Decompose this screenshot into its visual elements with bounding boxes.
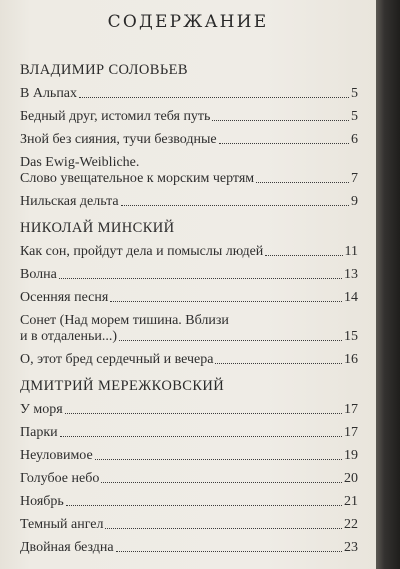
entry-title: Зной без сияния, тучи безводные	[20, 132, 217, 147]
toc-entry	[20, 448, 358, 464]
toc-entry	[20, 517, 358, 533]
entry-title: и в отдаленьи...)	[20, 329, 118, 344]
author-heading: ВЛАДИМИР СОЛОВЬЕВ	[20, 62, 188, 78]
dot-leader	[215, 363, 342, 364]
dot-leader	[79, 97, 349, 98]
entry-title: Бедный друг, истомил тебя путь	[20, 109, 211, 124]
page-title: СОДЕРЖАНИЕ	[107, 12, 269, 32]
entry-title: Двойная бездна	[20, 540, 114, 555]
toc-entry	[20, 290, 358, 306]
toc-entry	[20, 132, 358, 148]
entry-page-number: 15	[344, 329, 358, 344]
dot-leader	[65, 413, 342, 414]
book-edge-shadow	[376, 0, 400, 569]
toc-entry	[20, 494, 358, 510]
entry-page-number: 6	[351, 132, 358, 147]
toc-entry	[20, 109, 358, 125]
entry-title: Неуловимое	[20, 448, 93, 463]
entry-title: Волна	[20, 267, 57, 282]
entry-title: Как сон, пройдут дела и помыслы людей	[20, 244, 264, 259]
dot-leader	[66, 505, 342, 506]
entry-page-number: 21	[344, 494, 358, 509]
entry-title: Ноябрь	[20, 494, 64, 509]
toc-entry	[20, 402, 358, 418]
table-of-contents	[20, 56, 358, 563]
dot-leader	[119, 340, 342, 341]
toc-entry	[20, 155, 358, 187]
entry-title: Осенняя песня	[20, 290, 109, 305]
dot-leader	[110, 301, 342, 302]
entry-page-number: 16	[344, 352, 358, 367]
toc-entry	[20, 471, 358, 487]
entry-page-number: 22	[344, 517, 358, 532]
entry-page-number: 5	[351, 109, 358, 124]
toc-entry	[20, 352, 358, 368]
entry-title: У моря	[20, 402, 63, 417]
entry-page-number: 23	[344, 540, 358, 555]
entry-page-number: 13	[344, 267, 358, 282]
entry-title: О, этот бред сердечный и вечера	[20, 352, 214, 367]
entry-page-number: 11	[344, 244, 358, 259]
dot-leader	[95, 459, 342, 460]
entry-page-number: 14	[344, 290, 358, 305]
author-heading: НИКОЛАЙ МИНСКИЙ	[20, 220, 175, 236]
entry-title: Голубое небо	[20, 471, 100, 486]
entry-title: Нильская дельта	[20, 194, 119, 209]
entry-title-line1: Сонет (Над морем тишина. Вблизи	[20, 313, 229, 328]
entry-page-number: 17	[344, 402, 358, 417]
toc-entry	[20, 244, 358, 260]
toc-entry	[20, 313, 358, 345]
toc-entry	[20, 86, 358, 102]
toc-entry	[20, 194, 358, 210]
dot-leader	[60, 436, 342, 437]
dot-leader	[121, 205, 349, 206]
entry-page-number: 7	[351, 171, 358, 186]
entry-page-number: 17	[344, 425, 358, 440]
dot-leader	[265, 255, 342, 256]
dot-leader	[256, 182, 349, 183]
entry-title: Парки	[20, 425, 58, 440]
toc-entry	[20, 267, 358, 283]
entry-title: В Альпах	[20, 86, 78, 101]
entry-page-number: 19	[344, 448, 358, 463]
dot-leader	[105, 528, 342, 529]
dot-leader	[212, 120, 349, 121]
dot-leader	[101, 482, 342, 483]
toc-entry	[20, 540, 358, 556]
dot-leader	[59, 278, 342, 279]
entry-page-number: 20	[344, 471, 358, 486]
entry-page-number: 9	[351, 194, 358, 209]
entry-page-number: 5	[351, 86, 358, 101]
dot-leader	[219, 143, 349, 144]
author-heading: ДМИТРИЙ МЕРЕЖКОВСКИЙ	[20, 378, 225, 394]
dot-leader	[116, 551, 342, 552]
entry-title: Слово увещательное к морским чертям	[20, 171, 255, 186]
entry-title: Темный ангел	[20, 517, 104, 532]
toc-entry	[20, 425, 358, 441]
entry-title-line1: Das Ewig-Weibliche.	[20, 155, 140, 170]
